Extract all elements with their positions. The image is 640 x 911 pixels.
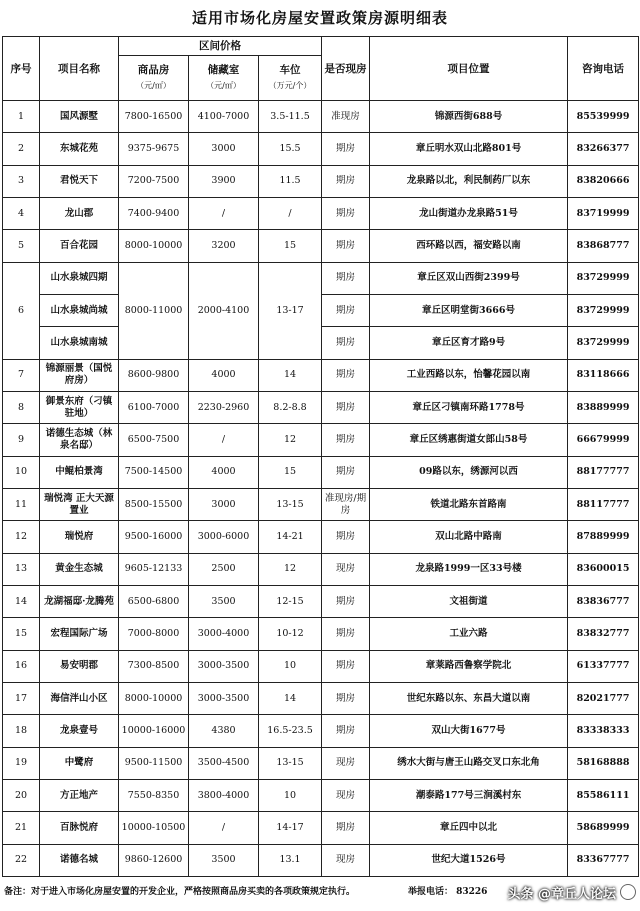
- header-price-group: 区间价格: [119, 37, 322, 56]
- row-name: 山水泉城南城: [40, 327, 119, 359]
- row-seq: 5: [3, 230, 40, 262]
- row-parking-price: 14-21: [259, 521, 322, 553]
- row-parking-price: 10: [259, 650, 322, 682]
- row-name: 诺德名城: [40, 844, 119, 876]
- row-parking-price: 8.2-8.8: [259, 391, 322, 423]
- row-location: 潮泰路177号三涧溪村东: [370, 779, 568, 811]
- row-seq: 7: [3, 359, 40, 391]
- housing-table: [2, 36, 639, 877]
- row-seq: 12: [3, 521, 40, 553]
- report-phone: 举报电话： 83226: [408, 887, 488, 897]
- row-location: 龙泉路1999一区33号楼: [370, 553, 568, 585]
- row-commercial-price: 7400-9400: [119, 197, 189, 229]
- table-row: [3, 391, 639, 423]
- table-row: [3, 553, 639, 585]
- row-ready: 期房: [322, 650, 370, 682]
- row-ready: 期房: [322, 682, 370, 714]
- row-ready: 准现房/期房: [322, 488, 370, 520]
- row-ready: 期房: [322, 262, 370, 294]
- row-parking-price: 12: [259, 553, 322, 585]
- row-ready: 期房: [322, 294, 370, 326]
- header-commercial: 商品房 （元/㎡）: [119, 56, 189, 101]
- row-name: 海信泮山小区: [40, 682, 119, 714]
- row-seq: 13: [3, 553, 40, 585]
- table-row: [3, 521, 639, 553]
- row-seq: 14: [3, 585, 40, 617]
- header-parking: 车位 （万元/个）: [259, 56, 322, 101]
- row-name: 百脉悦府: [40, 812, 119, 844]
- row-phone: 83832777: [568, 618, 639, 650]
- table-row: [3, 133, 639, 165]
- row-ready: 期房: [322, 521, 370, 553]
- row-ready: 期房: [322, 715, 370, 747]
- row-commercial-price: 6500-7500: [119, 424, 189, 456]
- row-parking-price: /: [259, 197, 322, 229]
- row-storage-price: 2230-2960: [189, 391, 259, 423]
- row-phone: 58689999: [568, 812, 639, 844]
- page-title: 适用市场化房屋安置政策房源明细表: [191, 9, 448, 27]
- row-storage-price: 2500: [189, 553, 259, 585]
- row-seq: 15: [3, 618, 40, 650]
- row-ready: 期房: [322, 359, 370, 391]
- table-row: [3, 779, 639, 811]
- table-row: [3, 424, 639, 456]
- row-seq: 9: [3, 424, 40, 456]
- header-seq: 序号: [3, 37, 40, 101]
- row-phone: 83600015: [568, 553, 639, 585]
- row-location: 章丘区刁镇南环路1778号: [370, 391, 568, 423]
- row-storage-price: /: [189, 812, 259, 844]
- row-location: 章丘区双山西街2399号: [370, 262, 568, 294]
- row-location: 世纪大道1526号: [370, 844, 568, 876]
- table-row: [3, 585, 639, 617]
- row-commercial-price: 8600-9800: [119, 359, 189, 391]
- watermark-text: 头条 @章丘人论坛: [507, 886, 616, 902]
- row-phone: 83729999: [568, 327, 639, 359]
- row-location: 章丘区明堂街3666号: [370, 294, 568, 326]
- row-name: 国风源墅: [40, 101, 119, 133]
- row-name: 龙泉壹号: [40, 715, 119, 747]
- row-name: 瑞悦府: [40, 521, 119, 553]
- row-seq: 17: [3, 682, 40, 714]
- row-phone: 66679999: [568, 424, 639, 456]
- table-row: [3, 618, 639, 650]
- row-ready: 现房: [322, 844, 370, 876]
- row-commercial-price: 10000-16000: [119, 715, 189, 747]
- row-name: 锦源丽景（国悦府房）: [40, 359, 119, 391]
- row-phone: 83338333: [568, 715, 639, 747]
- row-commercial-price: 7550-8350: [119, 779, 189, 811]
- row-location: 章丘四中以北: [370, 812, 568, 844]
- row-name: 方正地产: [40, 779, 119, 811]
- row-location: 章丘区绣惠街道女郎山58号: [370, 424, 568, 456]
- row-commercial-price: 7300-8500: [119, 650, 189, 682]
- table-row: [3, 747, 639, 779]
- row-ready: 期房: [322, 424, 370, 456]
- row-commercial-price: 6100-7000: [119, 391, 189, 423]
- table-row: [3, 101, 639, 133]
- row-parking-price: 14: [259, 682, 322, 714]
- row-commercial-price: 7000-8000: [119, 618, 189, 650]
- row-ready: 现房: [322, 779, 370, 811]
- row-storage-price: 3000-3500: [189, 682, 259, 714]
- row-parking-price: 15: [259, 456, 322, 488]
- row-seq: 21: [3, 812, 40, 844]
- row-commercial-price: 6500-6800: [119, 585, 189, 617]
- row-phone: 83820666: [568, 165, 639, 197]
- row-seq: 4: [3, 197, 40, 229]
- row-name: 山水泉城尚城: [40, 294, 119, 326]
- header-phone: 咨询电话: [568, 37, 639, 101]
- row-ready: 期房: [322, 585, 370, 617]
- table-row: [3, 262, 639, 294]
- row-storage-price: 4000: [189, 456, 259, 488]
- row-storage-price: 3800-4000: [189, 779, 259, 811]
- row-location: 西环路以西，福安路以南: [370, 230, 568, 262]
- table-row: [3, 650, 639, 682]
- row-phone: 83868777: [568, 230, 639, 262]
- row-storage-price: 3000: [189, 133, 259, 165]
- row-seq: 11: [3, 488, 40, 520]
- row-location: 铁道北路东首路南: [370, 488, 568, 520]
- row-name: 黄金生态城: [40, 553, 119, 585]
- row-parking-price: 13-15: [259, 488, 322, 520]
- row-seq: 22: [3, 844, 40, 876]
- row-storage-price: 3500: [189, 844, 259, 876]
- row-phone: 58168888: [568, 747, 639, 779]
- table-row: [3, 197, 639, 229]
- row-phone: 83719999: [568, 197, 639, 229]
- row-commercial-price: 9500-16000: [119, 521, 189, 553]
- row-location: 锦源西街688号: [370, 101, 568, 133]
- row-name: 中鲲柏景湾: [40, 456, 119, 488]
- row-ready: 期房: [322, 456, 370, 488]
- row-seq: 20: [3, 779, 40, 811]
- row-name: 百合花园: [40, 230, 119, 262]
- row-location: 绣水大街与唐王山路交叉口东北角: [370, 747, 568, 779]
- row-location: 章莱路西鲁察学院北: [370, 650, 568, 682]
- header-name: 项目名称: [40, 37, 119, 101]
- row-phone: 83729999: [568, 262, 639, 294]
- row-parking-price: 15.5: [259, 133, 322, 165]
- row-seq: 8: [3, 391, 40, 423]
- row-name: 诺德生态城（林泉名邸）: [40, 424, 119, 456]
- row-commercial-price: 7200-7500: [119, 165, 189, 197]
- row-location: 09路以东，绣源河以西: [370, 456, 568, 488]
- row-phone: 85586111: [568, 779, 639, 811]
- row-storage-price: 3500: [189, 585, 259, 617]
- row-seq: 19: [3, 747, 40, 779]
- row-location: 世纪东路以东、东昌大道以南: [370, 682, 568, 714]
- row-commercial-price: 8000-10000: [119, 230, 189, 262]
- row-location: 工业西路以东，怡馨花园以南: [370, 359, 568, 391]
- row-name: 易安明郡: [40, 650, 119, 682]
- row-seq: 6: [3, 262, 40, 359]
- row-seq: 1: [3, 101, 40, 133]
- row-seq: 2: [3, 133, 40, 165]
- row-storage-price: 2000-4100: [189, 262, 259, 359]
- row-storage-price: 4000: [189, 359, 259, 391]
- row-ready: 期房: [322, 327, 370, 359]
- row-phone: 88117777: [568, 488, 639, 520]
- row-storage-price: 3200: [189, 230, 259, 262]
- row-commercial-price: 9375-9675: [119, 133, 189, 165]
- row-parking-price: 13-15: [259, 747, 322, 779]
- table-row: [3, 230, 639, 262]
- table-row: [3, 456, 639, 488]
- row-location: 龙山街道办龙泉路51号: [370, 197, 568, 229]
- row-storage-price: 4100-7000: [189, 101, 259, 133]
- row-parking-price: 14: [259, 359, 322, 391]
- row-storage-price: 4380: [189, 715, 259, 747]
- row-storage-price: 3000-4000: [189, 618, 259, 650]
- row-storage-price: /: [189, 424, 259, 456]
- table-row: [3, 359, 639, 391]
- row-name: 御景东府（刁镇驻地）: [40, 391, 119, 423]
- row-parking-price: 10-12: [259, 618, 322, 650]
- row-parking-price: 16.5-23.5: [259, 715, 322, 747]
- row-commercial-price: 9605-12133: [119, 553, 189, 585]
- footer-note: 备注：对于进入市场化房屋安置的开发企业，严格按照商品房买卖的各项政策规定执行。: [4, 887, 356, 897]
- row-parking-price: 12: [259, 424, 322, 456]
- row-commercial-price: 7800-16500: [119, 101, 189, 133]
- row-storage-price: 3000-6000: [189, 521, 259, 553]
- row-location: 文祖街道: [370, 585, 568, 617]
- row-name: 山水泉城四期: [40, 262, 119, 294]
- row-seq: 16: [3, 650, 40, 682]
- row-name: 龙湖福邸·龙腾苑: [40, 585, 119, 617]
- row-location: 双山北路中路南: [370, 521, 568, 553]
- row-commercial-price: 8000-11000: [119, 262, 189, 359]
- row-phone: 61337777: [568, 650, 639, 682]
- row-parking-price: 13.1: [259, 844, 322, 876]
- row-phone: 83836777: [568, 585, 639, 617]
- header-location: 项目位置: [370, 37, 568, 101]
- avatar-icon: [620, 884, 636, 900]
- header-ready: 是否现房: [322, 37, 370, 101]
- row-name: 瑞悦湾 正大天源置业: [40, 488, 119, 520]
- row-storage-price: 3000: [189, 488, 259, 520]
- row-parking-price: 14-17: [259, 812, 322, 844]
- row-phone: 83729999: [568, 294, 639, 326]
- row-phone: 88177777: [568, 456, 639, 488]
- row-storage-price: 3000-3500: [189, 650, 259, 682]
- row-location: 双山大街1677号: [370, 715, 568, 747]
- row-name: 君悦天下: [40, 165, 119, 197]
- row-phone: 83266377: [568, 133, 639, 165]
- table-body: [3, 101, 639, 877]
- row-parking-price: 11.5: [259, 165, 322, 197]
- row-parking-price: 15: [259, 230, 322, 262]
- table-row: [3, 488, 639, 520]
- row-ready: 现房: [322, 553, 370, 585]
- row-location: 工业六路: [370, 618, 568, 650]
- row-phone: 83367777: [568, 844, 639, 876]
- row-commercial-price: 8000-10000: [119, 682, 189, 714]
- table-row: [3, 812, 639, 844]
- row-storage-price: 3500-4500: [189, 747, 259, 779]
- row-storage-price: /: [189, 197, 259, 229]
- row-commercial-price: 10000-10500: [119, 812, 189, 844]
- row-ready: 期房: [322, 133, 370, 165]
- row-ready: 期房: [322, 391, 370, 423]
- row-name: 龙山郡: [40, 197, 119, 229]
- row-parking-price: 12-15: [259, 585, 322, 617]
- row-seq: 10: [3, 456, 40, 488]
- row-name: 宏程国际广场: [40, 618, 119, 650]
- row-parking-price: 3.5-11.5: [259, 101, 322, 133]
- row-phone: 83118666: [568, 359, 639, 391]
- row-parking-price: 13-17: [259, 262, 322, 359]
- row-ready: 期房: [322, 618, 370, 650]
- row-seq: 18: [3, 715, 40, 747]
- watermark: [507, 880, 636, 904]
- row-ready: 现房: [322, 747, 370, 779]
- row-location: 章丘区育才路9号: [370, 327, 568, 359]
- table-row: [3, 715, 639, 747]
- row-commercial-price: 9500-11500: [119, 747, 189, 779]
- row-commercial-price: 9860-12600: [119, 844, 189, 876]
- row-ready: 期房: [322, 165, 370, 197]
- row-ready: 期房: [322, 812, 370, 844]
- row-seq: 3: [3, 165, 40, 197]
- row-ready: 期房: [322, 197, 370, 229]
- table-row: [3, 165, 639, 197]
- table-row: [3, 844, 639, 876]
- header-storage: 储藏室 （元/㎡）: [189, 56, 259, 101]
- row-phone: 82021777: [568, 682, 639, 714]
- row-commercial-price: 8500-15500: [119, 488, 189, 520]
- row-name: 东城花苑: [40, 133, 119, 165]
- row-phone: 83889999: [568, 391, 639, 423]
- row-phone: 85539999: [568, 101, 639, 133]
- row-ready: 期房: [322, 230, 370, 262]
- table-row: [3, 682, 639, 714]
- row-location: 龙泉路以北，利民制药厂以东: [370, 165, 568, 197]
- row-storage-price: 3900: [189, 165, 259, 197]
- row-commercial-price: 7500-14500: [119, 456, 189, 488]
- row-ready: 准现房: [322, 101, 370, 133]
- row-phone: 87889999: [568, 521, 639, 553]
- row-location: 章丘明水双山北路801号: [370, 133, 568, 165]
- row-name: 中鹭府: [40, 747, 119, 779]
- row-parking-price: 10: [259, 779, 322, 811]
